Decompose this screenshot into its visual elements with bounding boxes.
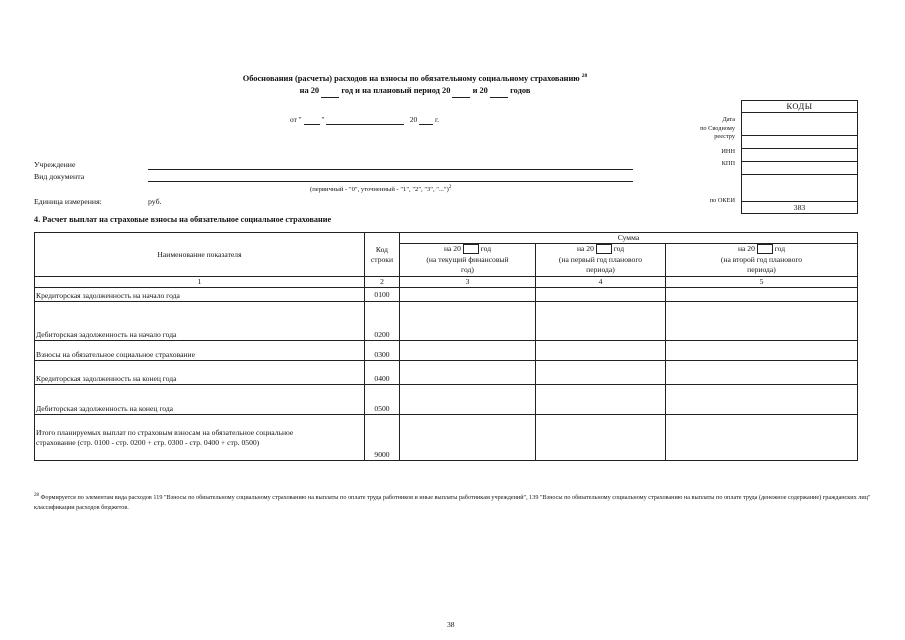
date-year-blank[interactable]: [419, 115, 433, 125]
label-inn: ИНН: [721, 148, 735, 155]
row-code: 9000: [365, 415, 400, 461]
year3-god: год: [774, 244, 786, 254]
doctype-hint-sup: 2: [448, 185, 452, 190]
row-code: 0200: [365, 302, 400, 341]
code-svod-cell[interactable]: [742, 136, 858, 149]
colnum-2: 2: [365, 277, 400, 288]
row-name: Дебиторская задолженность на начало года: [35, 302, 365, 341]
row-sum3[interactable]: [666, 361, 858, 385]
title-line1: Обоснования (расчеты) расходов на взносы по обязательному социальному страхованию: [242, 73, 580, 83]
title-and: и 20: [472, 85, 488, 95]
institution-label: Учреждение: [34, 160, 76, 169]
header-year3: [666, 244, 858, 255]
row-code: 0500: [365, 385, 400, 415]
year1-god: год: [480, 244, 492, 254]
table-row: [35, 415, 858, 461]
code-okei-cell: 383: [742, 202, 858, 214]
row-sum1[interactable]: [400, 361, 536, 385]
month-blank[interactable]: [326, 115, 404, 125]
row-code: 0100: [365, 288, 400, 302]
year2-god: год: [613, 244, 625, 254]
colnum-1: 1: [35, 277, 365, 288]
doctype-hint-text: (первичный - "0", уточненный - "1", "2", "3", "..."): [310, 186, 449, 194]
code-kpp-cell[interactable]: [742, 162, 858, 175]
day-blank[interactable]: [304, 115, 320, 125]
footnote: [34, 491, 894, 513]
row-sum1[interactable]: [400, 302, 536, 341]
institution-line[interactable]: [148, 169, 633, 170]
table-row: [35, 385, 858, 415]
year1-box[interactable]: [463, 244, 479, 254]
code-date-cell[interactable]: [742, 113, 858, 136]
doctype-label: Вид документа: [34, 172, 85, 181]
colnum-4: 4: [536, 277, 666, 288]
label-svod: по Сводному реестру: [700, 125, 735, 140]
header-sum: Сумма: [400, 233, 858, 244]
row-name: Кредиторская задолженность на начало года: [35, 288, 365, 302]
year3-box[interactable]: [757, 244, 773, 254]
header-year1: [400, 244, 536, 255]
label-okei: по ОКЕИ: [709, 197, 735, 204]
plan-year2-blank[interactable]: [490, 85, 508, 98]
code-doc-cell[interactable]: [742, 175, 858, 202]
row-sum2[interactable]: [536, 385, 666, 415]
row-sum1[interactable]: [400, 385, 536, 415]
row-sum1[interactable]: [400, 415, 536, 461]
date-year-prefix: 20: [409, 115, 418, 124]
row-sum2[interactable]: [536, 302, 666, 341]
colnum-3: 3: [400, 277, 536, 288]
date-g: г.: [434, 115, 440, 124]
year1-prefix: на 20: [443, 244, 461, 254]
row-sum3[interactable]: [666, 415, 858, 461]
row-name: Взносы на обязательное социальное страхование: [35, 341, 365, 361]
title-year-prefix: на 20: [299, 85, 320, 95]
footnote-number: 28: [34, 493, 39, 498]
row-name-total: Итого планируемых выплат по страховым взносам на обязательное социальное страхование (стр. 0100 - стр. 0200 + стр. 0300 - стр. 0400 + стр. 0500): [35, 415, 365, 461]
year2-box[interactable]: [596, 244, 612, 254]
row-sum2[interactable]: [536, 415, 666, 461]
row-sum2[interactable]: [536, 341, 666, 361]
date-line: [290, 115, 439, 125]
doctype-hint: [310, 185, 451, 193]
header-code: Код строки: [365, 233, 400, 277]
title-years: годов: [510, 85, 531, 95]
calculation-table: [34, 232, 858, 461]
row-sum2[interactable]: [536, 361, 666, 385]
footnote-text: Формируется по элементам вида расходов 119 "Взносы по обязательному социальному страхованию на выплаты по оплате труда работников и иные выплаты работникам учреждений", 139 "Взносы по обязательному социальному страхованию на выплаты по оплате труда (денежное содержание) гражданских лиц" классификации расходов бюджетов.: [34, 494, 871, 512]
row-sum3[interactable]: [666, 341, 858, 361]
year2-prefix: на 20: [576, 244, 594, 254]
table-row: [35, 288, 858, 302]
header-year2: [536, 244, 666, 255]
table-row: [35, 341, 858, 361]
row-sum1[interactable]: [400, 341, 536, 361]
header-sub2: (на первый год планового периода): [536, 255, 666, 277]
row-name: Кредиторская задолженность на конец года: [35, 361, 365, 385]
title-plan-text: год и на плановый период 20: [341, 85, 451, 95]
unit-label: Единица измерения:: [34, 197, 102, 206]
title-footnote-mark: 28: [581, 73, 588, 79]
form-title: [190, 70, 640, 98]
table-row: [35, 302, 858, 341]
row-sum3[interactable]: [666, 385, 858, 415]
section-title: 4. Расчет выплат на страховые взносы на обязательное социальное страхование: [34, 215, 332, 224]
header-sub3: (на второй год планового периода): [666, 255, 858, 277]
unit-value: руб.: [148, 197, 162, 206]
plan-year1-blank[interactable]: [452, 85, 470, 98]
row-code: 0300: [365, 341, 400, 361]
colnum-5: 5: [666, 277, 858, 288]
date-quote: ": [321, 115, 325, 124]
label-date: Дата: [722, 116, 735, 123]
row-sum1[interactable]: [400, 288, 536, 302]
row-sum3[interactable]: [666, 288, 858, 302]
year-blank[interactable]: [321, 85, 339, 98]
doctype-line[interactable]: [148, 181, 633, 182]
row-code: 0400: [365, 361, 400, 385]
codes-header: КОДЫ: [742, 101, 858, 113]
header-sub1: (на текущий финансовый год): [400, 255, 536, 277]
table-row: [35, 361, 858, 385]
label-kpp: КПП: [721, 160, 735, 167]
page-number: 38: [447, 620, 455, 629]
row-name: Дебиторская задолженность на конец года: [35, 385, 365, 415]
header-name: Наименование показателя: [35, 233, 365, 277]
date-from-label: от ": [290, 115, 302, 124]
year3-prefix: на 20: [737, 244, 755, 254]
code-inn-cell[interactable]: [742, 149, 858, 162]
row-sum2[interactable]: [536, 288, 666, 302]
row-sum3[interactable]: [666, 302, 858, 341]
codes-table: [741, 100, 858, 214]
